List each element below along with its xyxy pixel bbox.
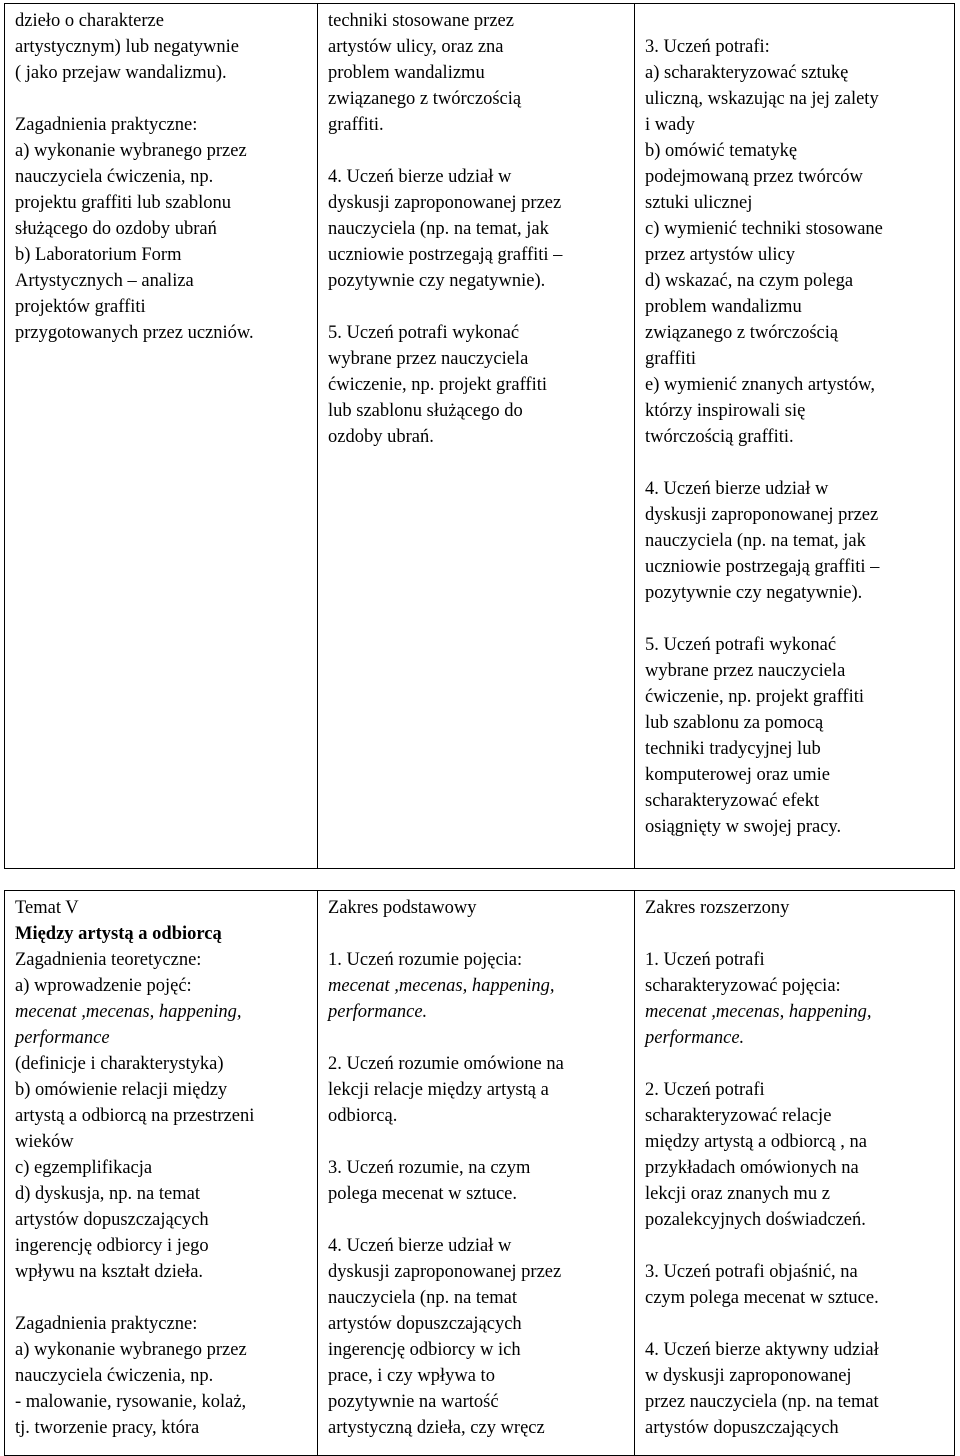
practical-heading: Zagadnienia praktyczne: <box>15 115 198 135</box>
item-1-terms: mecenat ,mecenas, happening, performance. <box>645 1002 872 1048</box>
basic-scope-cell <box>318 4 635 869</box>
item-1-terms: mecenat ,mecenas, happening, performance. <box>328 976 555 1022</box>
topic-cell <box>5 891 318 1456</box>
item-2: 2. Uczeń potrafi scharakteryzować relacje między artystą a odbiorcą , na przykładach omówionych na lekcji oraz znanych mu z pozalekcyjnych doświadczeń. <box>645 1080 867 1230</box>
intro-text: dzieło o charakterze artystycznym) lub negatywnie ( jako przejaw wandalizmu). <box>15 11 239 83</box>
item-4: 4. Uczeń bierze aktywny udział w dyskusji zaproponowanej przez nauczyciela (np. na temat artystów dopuszczających <box>645 1340 879 1438</box>
column-header: Zakres rozszerzony <box>645 898 790 918</box>
topic-label: Temat V <box>15 898 79 918</box>
column-header: Zakres podstawowy <box>328 898 477 918</box>
item-4: 4. Uczeń bierze udział w dyskusji zaproponowanej przez nauczyciela (np. na temat, jak uczniowie postrzegają graffiti – pozytywnie czy negatywnie). <box>645 479 880 603</box>
theory-a: a) wprowadzenie pojęć: <box>15 976 192 996</box>
topic-title: Między artystą a odbiorcą <box>15 924 222 944</box>
theory-rest: (definicje i charakterystyka) b) omówienie relacji między artystą a odbiorcą na przestrzeni wieków c) egzemplifikacja d) dyskusja, np. na temat artystów dopuszczających ingerencję odbiorcy i jego wpływu na kształt dzieła. <box>15 1054 255 1282</box>
item-4: 4. Uczeń bierze udział w dyskusji zaproponowanej przez nauczyciela (np. na temat, jak uczniowie postrzegają graffiti – pozytywnie czy negatywnie). <box>328 167 563 291</box>
item-3: 3. Uczeń potrafi objaśnić, na czym polega mecenat w sztuce. <box>645 1262 879 1308</box>
item-1: 1. Uczeń potrafi scharakteryzować pojęcia: <box>645 950 841 996</box>
item-5: 5. Uczeń potrafi wykonać wybrane przez nauczyciela ćwiczenie, np. projekt graffiti lub szablonu za pomocą techniki tradycyjnej lub komputerowej oraz umie scharakteryzować efekt osiągnięty w swojej pracy. <box>645 635 865 837</box>
item-1: 1. Uczeń rozumie pojęcia: <box>328 950 523 970</box>
practical-heading: Zagadnienia praktyczne: <box>15 1314 198 1334</box>
theory-heading: Zagadnienia teoretyczne: <box>15 950 202 970</box>
table-row <box>5 891 955 1456</box>
extended-scope-cell <box>635 4 955 869</box>
curriculum-table-topic-5 <box>4 890 955 1456</box>
extended-scope-cell <box>635 891 955 1456</box>
item-3-tail: techniki stosowane przez artystów ulicy, oraz zna problem wandalizmu związanego z twórczością graffiti. <box>328 11 522 135</box>
theory-a-terms: mecenat ,mecenas, happening, performance <box>15 1002 242 1048</box>
item-4: 4. Uczeń bierze udział w dyskusji zaproponowanej przez nauczyciela (np. na temat artystów dopuszczających ingerencję odbiorcy w ich prace, i czy wpływa to pozytywnie na wartość artystyczną dzieła, czy wręcz <box>328 1236 562 1438</box>
item-3: 3. Uczeń rozumie, na czym polega mecenat w sztuce. <box>328 1158 531 1204</box>
item-5: 5. Uczeń potrafi wykonać wybrane przez nauczyciela ćwiczenie, np. projekt graffiti lub szablonu służącego do ozdoby ubrań. <box>328 323 548 447</box>
practical-body: a) wykonanie wybranego przez nauczyciela ćwiczenia, np. - malowanie, rysowanie, kolaż, tj. tworzenie pracy, która <box>15 1340 247 1438</box>
curriculum-table-continued <box>4 3 955 869</box>
topic-cell <box>5 4 318 869</box>
practical-body: a) wykonanie wybranego przez nauczyciela ćwiczenia, np. projektu graffiti lub szablonu służącego do ozdoby ubrań b) Laboratorium Form Artystycznych – analiza projektów graffiti przygotowanych przez uczniów. <box>15 141 254 343</box>
table-row <box>5 4 955 869</box>
item-3: 3. Uczeń potrafi: a) scharakteryzować sztukę uliczną, wskazując na jej zalety i wady b) omówić tematykę podejmowaną przez twórców sztuki ulicznej c) wymienić techniki stosowane przez artystów ulicy d) wskazać, na czym polega problem wandalizmu związanego z twórczością graffiti e) wymienić znanych artystów, którzy inspirowali się twórczością graffiti. <box>645 37 883 447</box>
item-2: 2. Uczeń rozumie omówione na lekcji relacje między artystą a odbiorcą. <box>328 1054 564 1126</box>
basic-scope-cell <box>318 891 635 1456</box>
